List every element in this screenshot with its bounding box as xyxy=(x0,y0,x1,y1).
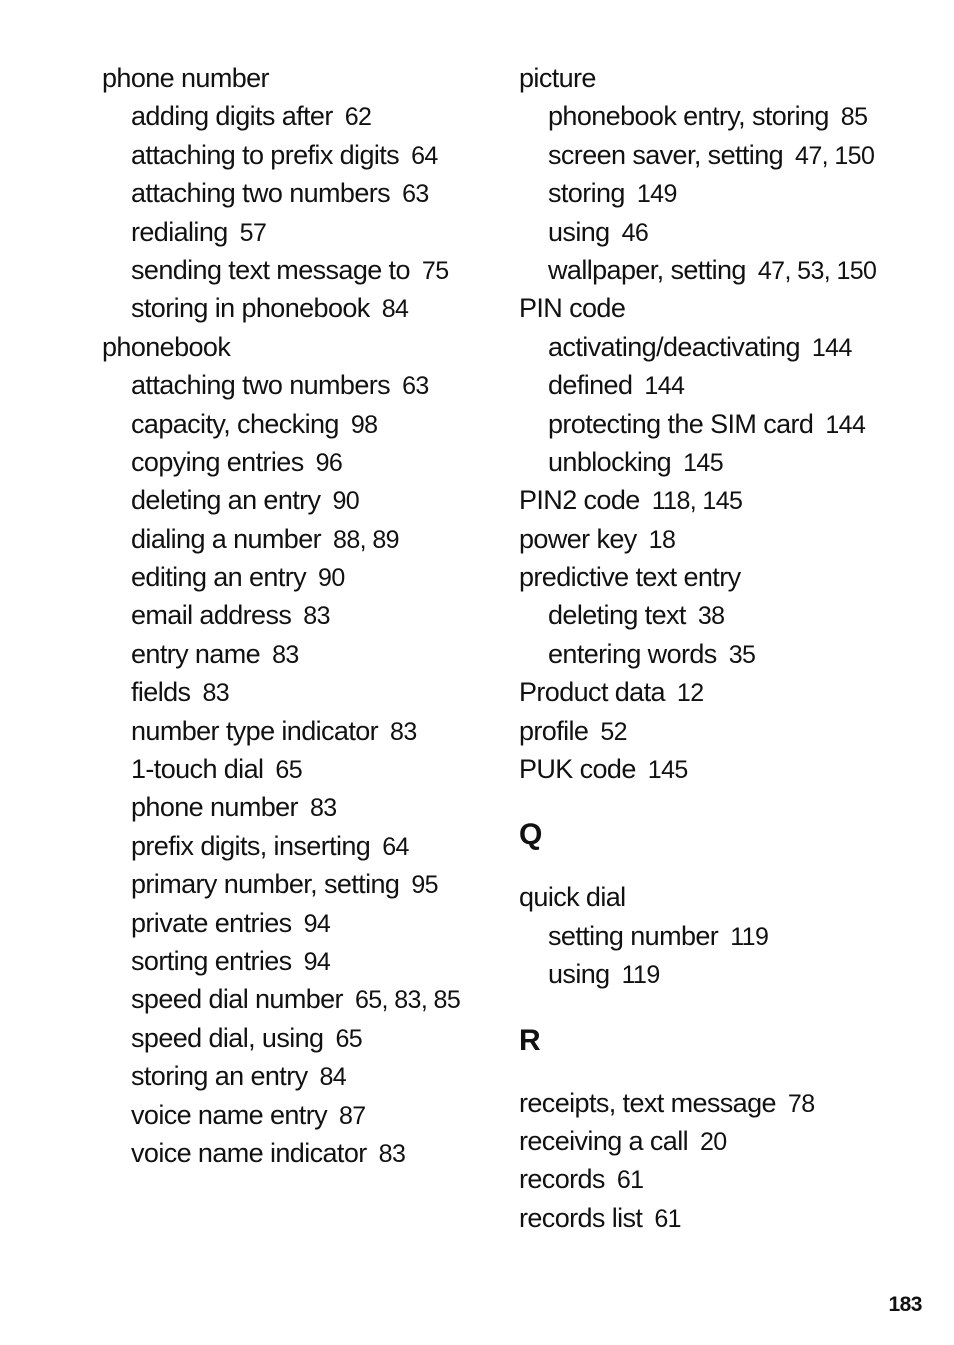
index-term: deleting text xyxy=(548,600,686,631)
index-subentry xyxy=(519,136,919,174)
index-group-q xyxy=(519,878,919,993)
index-term: phonebook xyxy=(102,331,231,362)
page-number: 183 xyxy=(888,1293,922,1316)
index-page-refs: 118, 145 xyxy=(651,487,743,516)
index-subentry xyxy=(102,635,492,673)
index-subentry xyxy=(519,635,919,673)
index-term: screen saver, setting xyxy=(548,139,784,170)
index-right-column xyxy=(519,59,919,1237)
index-page-refs: 87 xyxy=(339,1101,366,1130)
index-page-refs: 149 xyxy=(636,180,677,209)
index-subentry xyxy=(102,942,492,980)
index-subentry xyxy=(519,917,919,955)
index-page-refs: 83 xyxy=(390,717,417,746)
index-subentry xyxy=(519,955,919,993)
index-term: profile xyxy=(519,715,589,746)
index-subentry xyxy=(102,366,492,404)
index-page-refs: 119 xyxy=(621,961,660,990)
index-subentry xyxy=(102,904,492,942)
index-term: speed dial number xyxy=(131,984,343,1015)
index-group-r xyxy=(519,1084,919,1238)
index-page-refs: 88, 89 xyxy=(333,525,399,554)
index-entry xyxy=(519,558,919,596)
index-page-refs: 98 xyxy=(350,410,378,439)
index-term: attaching two numbers xyxy=(131,370,391,401)
index-term: capacity, checking xyxy=(131,408,339,439)
index-subentry xyxy=(102,136,492,174)
index-page-refs: 12 xyxy=(676,679,704,708)
index-subentry xyxy=(102,750,492,788)
index-term: PIN2 code xyxy=(519,485,640,516)
index-term: sorting entries xyxy=(131,945,292,976)
index-page-refs: 47, 53, 150 xyxy=(757,256,877,285)
index-term: predictive text entry xyxy=(519,562,741,593)
index-page-refs: 57 xyxy=(239,218,267,247)
index-term: phone number xyxy=(131,792,298,823)
index-term: copying entries xyxy=(131,446,304,477)
index-page-refs: 78 xyxy=(787,1089,815,1118)
index-page-refs: 35 xyxy=(728,640,756,669)
index-group-p xyxy=(519,59,919,788)
index-subentry xyxy=(519,443,919,481)
index-term: storing xyxy=(548,178,625,209)
index-page-refs: 90 xyxy=(332,487,360,516)
index-page-refs: 65 xyxy=(335,1024,363,1053)
index-entry xyxy=(519,520,919,558)
index-term: phonebook entry, storing xyxy=(548,101,829,132)
index-subentry xyxy=(102,481,492,519)
index-page-refs: 52 xyxy=(600,717,627,746)
index-entry xyxy=(519,1160,919,1198)
index-term: prefix digits, inserting xyxy=(131,830,371,861)
index-term: adding digits after xyxy=(131,101,333,132)
index-subentry xyxy=(102,788,492,826)
index-subentry xyxy=(102,1134,492,1172)
index-page-refs: 83 xyxy=(303,602,330,631)
index-page-refs: 61 xyxy=(616,1166,644,1195)
index-left-column xyxy=(102,59,492,1172)
index-term: setting number xyxy=(548,920,719,951)
index-subentry xyxy=(102,520,492,558)
index-page-refs: 145 xyxy=(647,756,688,785)
index-page-refs: 144 xyxy=(825,410,866,439)
index-term: sending text message to xyxy=(131,254,410,285)
index-term: editing an entry xyxy=(131,562,307,593)
index-page-refs: 64 xyxy=(382,832,409,861)
index-term: unblocking xyxy=(548,446,672,477)
index-entry xyxy=(519,1084,919,1122)
index-term: 1-touch dial xyxy=(131,754,264,785)
index-entry xyxy=(519,750,919,788)
index-term: private entries xyxy=(131,907,292,938)
index-entry xyxy=(519,481,919,519)
index-subentry xyxy=(102,673,492,711)
index-page-refs: 84 xyxy=(319,1063,347,1092)
index-page-refs: 63 xyxy=(402,180,429,209)
index-page-refs: 18 xyxy=(648,525,676,554)
index-term: quick dial xyxy=(519,882,626,913)
index-term: records xyxy=(519,1164,605,1195)
index-term: attaching two numbers xyxy=(131,178,391,209)
index-subentry xyxy=(519,213,919,251)
index-term: receiving a call xyxy=(519,1125,688,1156)
index-term: Product data xyxy=(519,677,665,708)
index-term: number type indicator xyxy=(131,715,379,746)
index-term: fields xyxy=(131,677,191,708)
index-subentry xyxy=(102,251,492,289)
index-subentry xyxy=(102,1019,492,1057)
index-subentry xyxy=(102,289,492,327)
index-page-refs: 85 xyxy=(840,103,868,132)
index-subentry xyxy=(102,405,492,443)
index-page-refs: 65, 83, 85 xyxy=(354,986,461,1015)
index-subentry xyxy=(102,596,492,634)
index-page-refs: 38 xyxy=(697,602,725,631)
index-term: voice name indicator xyxy=(131,1137,367,1168)
index-page-refs: 83 xyxy=(309,794,337,823)
index-page-refs: 84 xyxy=(381,295,409,324)
index-entry xyxy=(519,878,919,916)
index-term: records list xyxy=(519,1202,643,1233)
index-page-refs: 75 xyxy=(421,256,449,285)
index-page-refs: 145 xyxy=(683,448,724,477)
index-page-refs: 20 xyxy=(700,1127,727,1156)
index-page-refs: 83 xyxy=(378,1139,406,1168)
index-page-refs: 95 xyxy=(411,871,438,900)
index-page-refs: 83 xyxy=(272,640,299,669)
index-term: picture xyxy=(519,63,596,93)
index-page-refs: 119 xyxy=(730,922,769,951)
index-entry xyxy=(519,1122,919,1160)
index-entry xyxy=(519,289,919,327)
section-heading-q: Q xyxy=(519,818,543,852)
index-subentry xyxy=(102,865,492,903)
index-term: storing an entry xyxy=(131,1061,308,1092)
section-heading-r: R xyxy=(519,1023,541,1057)
index-page-refs: 144 xyxy=(644,372,685,401)
index-subentry xyxy=(519,366,919,404)
index-term: email address xyxy=(131,600,292,631)
index-page-refs: 96 xyxy=(315,448,343,477)
index-term: dialing a number xyxy=(131,523,322,554)
index-term: PIN code xyxy=(519,293,626,324)
index-page-refs: 63 xyxy=(402,372,429,401)
index-entry xyxy=(102,59,492,97)
index-subentry xyxy=(102,980,492,1018)
index-term: deleting an entry xyxy=(131,485,321,516)
index-page-refs: 90 xyxy=(318,564,345,593)
index-term: speed dial, using xyxy=(131,1022,324,1053)
index-term: PUK code xyxy=(519,754,636,785)
index-term: primary number, setting xyxy=(131,869,400,900)
index-subentry xyxy=(519,174,919,212)
index-subentry xyxy=(102,827,492,865)
index-term: entry name xyxy=(131,638,261,669)
index-page-refs: 62 xyxy=(344,103,372,132)
index-page-refs: 61 xyxy=(654,1204,681,1233)
index-term: using xyxy=(548,959,610,990)
index-entry xyxy=(519,712,919,750)
index-page-refs: 47, 150 xyxy=(795,141,875,170)
index-subentry xyxy=(519,596,919,634)
index-entry xyxy=(519,1199,919,1237)
index-page-refs: 94 xyxy=(303,909,331,938)
index-subentry xyxy=(102,97,492,135)
index-page-refs: 83 xyxy=(202,679,230,708)
index-term: storing in phonebook xyxy=(131,293,370,324)
index-subentry xyxy=(519,405,919,443)
index-subentry xyxy=(102,443,492,481)
index-term: receipts, text message xyxy=(519,1087,776,1118)
index-subentry xyxy=(102,1057,492,1095)
index-term: activating/deactivating xyxy=(548,331,800,362)
index-term: using xyxy=(548,216,610,247)
index-subentry xyxy=(102,174,492,212)
index-term: redialing xyxy=(131,216,228,247)
index-term: voice name entry xyxy=(131,1099,327,1130)
index-page-refs: 94 xyxy=(303,947,331,976)
index-term: attaching to prefix digits xyxy=(131,139,400,170)
index-subentry xyxy=(519,251,919,289)
index-subentry xyxy=(102,558,492,596)
index-term: power key xyxy=(519,523,637,554)
index-subentry xyxy=(519,328,919,366)
index-page-refs: 65 xyxy=(275,756,302,785)
index-term: entering words xyxy=(548,638,717,669)
index-subentry xyxy=(102,213,492,251)
index-entry xyxy=(519,673,919,711)
index-term: protecting the SIM card xyxy=(548,408,814,439)
index-term: wallpaper, setting xyxy=(548,254,746,285)
index-page-refs: 46 xyxy=(621,218,649,247)
index-term: phone number xyxy=(102,63,269,93)
index-subentry xyxy=(519,97,919,135)
index-term: defined xyxy=(548,370,633,401)
index-subentry xyxy=(102,712,492,750)
index-entry xyxy=(102,328,492,366)
index-page-refs: 64 xyxy=(411,141,438,170)
index-subentry xyxy=(102,1096,492,1134)
index-page-refs: 144 xyxy=(811,333,852,362)
index-entry xyxy=(519,59,919,97)
